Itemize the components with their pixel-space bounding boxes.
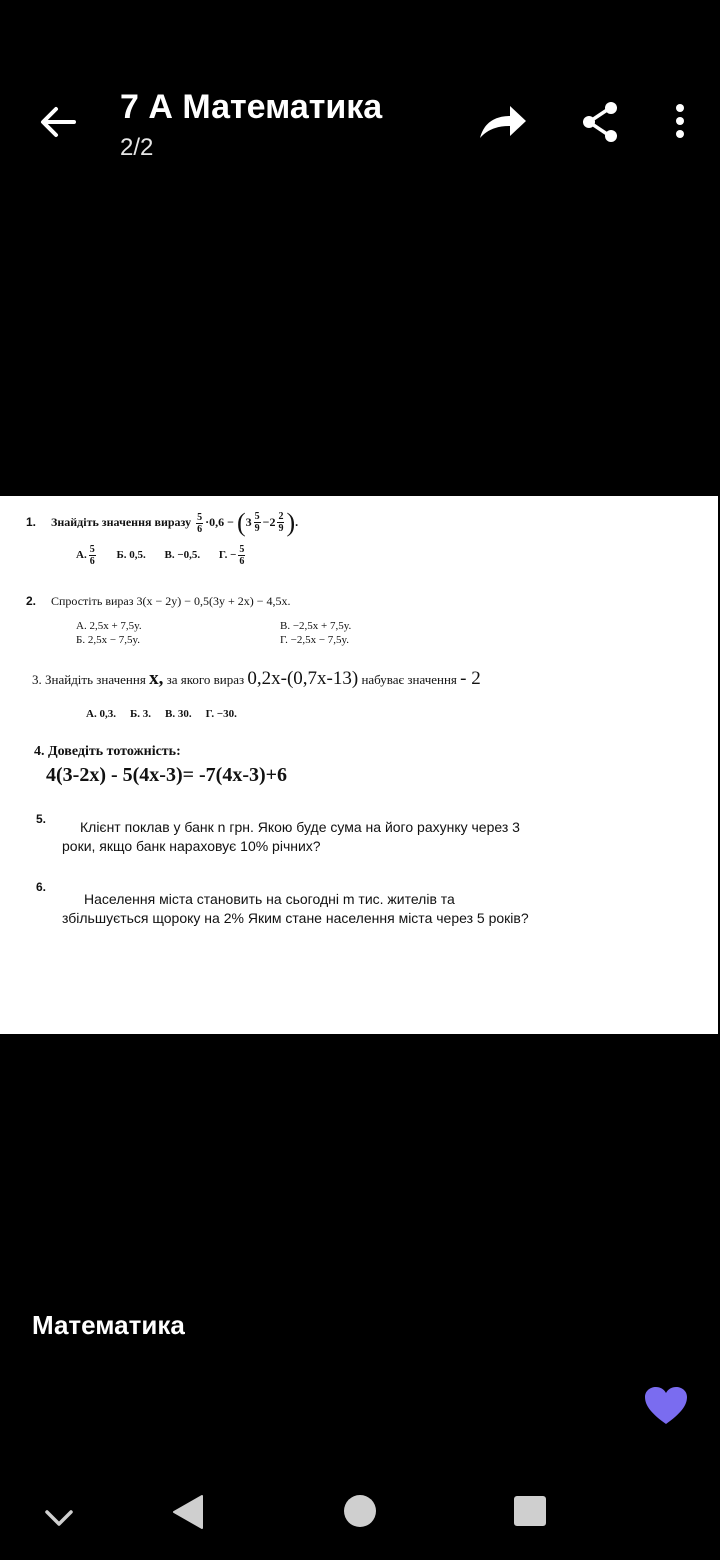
nav-back-triangle-icon[interactable]	[170, 1494, 206, 1530]
share-icon[interactable]	[580, 100, 620, 144]
more-vertical-icon[interactable]	[664, 100, 696, 144]
nav-home-button[interactable]	[344, 1495, 376, 1527]
fraction: $\frac{5}{6}$	[197, 511, 203, 535]
question-6-text: Населення міста становить на сьогодні m тис. жителів та збільшується щороку на 2% Яким стане населення міста через 5 років?	[62, 891, 529, 926]
question-2-option-b: Б. 2,5x − 7,5y.	[76, 634, 141, 646]
question-4-title: 4. Доведіть тотожність:	[34, 744, 181, 759]
arrow-left-icon[interactable]	[36, 100, 80, 144]
question-6-number: 6.	[36, 880, 47, 894]
question-5-number: 5.	[36, 812, 47, 826]
document-image[interactable]	[0, 496, 718, 1034]
question-4-expression: 4(3-2х) - 5(4х-3)= -7(4х-3)+6	[46, 764, 288, 786]
question-1-options: А. $\frac{5}{6}$ Б. 0,5. В. −0,5. Г. − $\frac{5}{6}$	[76, 544, 245, 567]
chevron-down-icon[interactable]	[42, 1500, 76, 1534]
question-3-options: А. 0,3. Б. 3. В. 30. Г. −30.	[86, 708, 237, 720]
mixed-number: 2 $\frac{2}{9}$	[269, 510, 284, 534]
question-2-option-v: В. −2,5x + 7,5y.	[280, 620, 352, 632]
heart-icon[interactable]	[644, 1386, 688, 1426]
nav-recents-button[interactable]	[514, 1496, 546, 1526]
top-app-bar	[0, 0, 720, 200]
question-2-option-a: А. 2,5x + 7,5y.	[76, 620, 142, 632]
post-caption: Математика	[32, 1310, 185, 1340]
page-title: 7 А Математика	[120, 88, 383, 126]
mixed-number: 3 $\frac{5}{9}$	[245, 510, 260, 534]
question-number: 1.	[26, 514, 37, 529]
question-1: 1. Знайдіть значення виразу $\frac{5}{6}$ ·0,6 − ( 3 $\frac{5}{9}$ − 2 $\frac{2}{9}$ ).	[26, 508, 299, 537]
question-2: 2. Спростіть вираз 3(x − 2y) − 0,5(3y + 2x) − 4,5x.	[26, 594, 291, 608]
question-5-text: Клієнт поклав у банк n грн. Якою буде сума на його рахунку через 3 роки, якщо банк нараховує 10% річних?	[62, 819, 520, 854]
question-2-option-g: Г. −2,5x − 7,5y.	[280, 634, 350, 646]
page-counter: 2/2	[120, 134, 154, 161]
question-3: 3. Знайдіть значення х, за якого вираз 0,2х-(0,7х-13) набуває значення - 2	[32, 668, 481, 689]
forward-arrow-icon[interactable]	[478, 100, 528, 144]
question-text: Знайдіть значення виразу	[51, 514, 192, 529]
